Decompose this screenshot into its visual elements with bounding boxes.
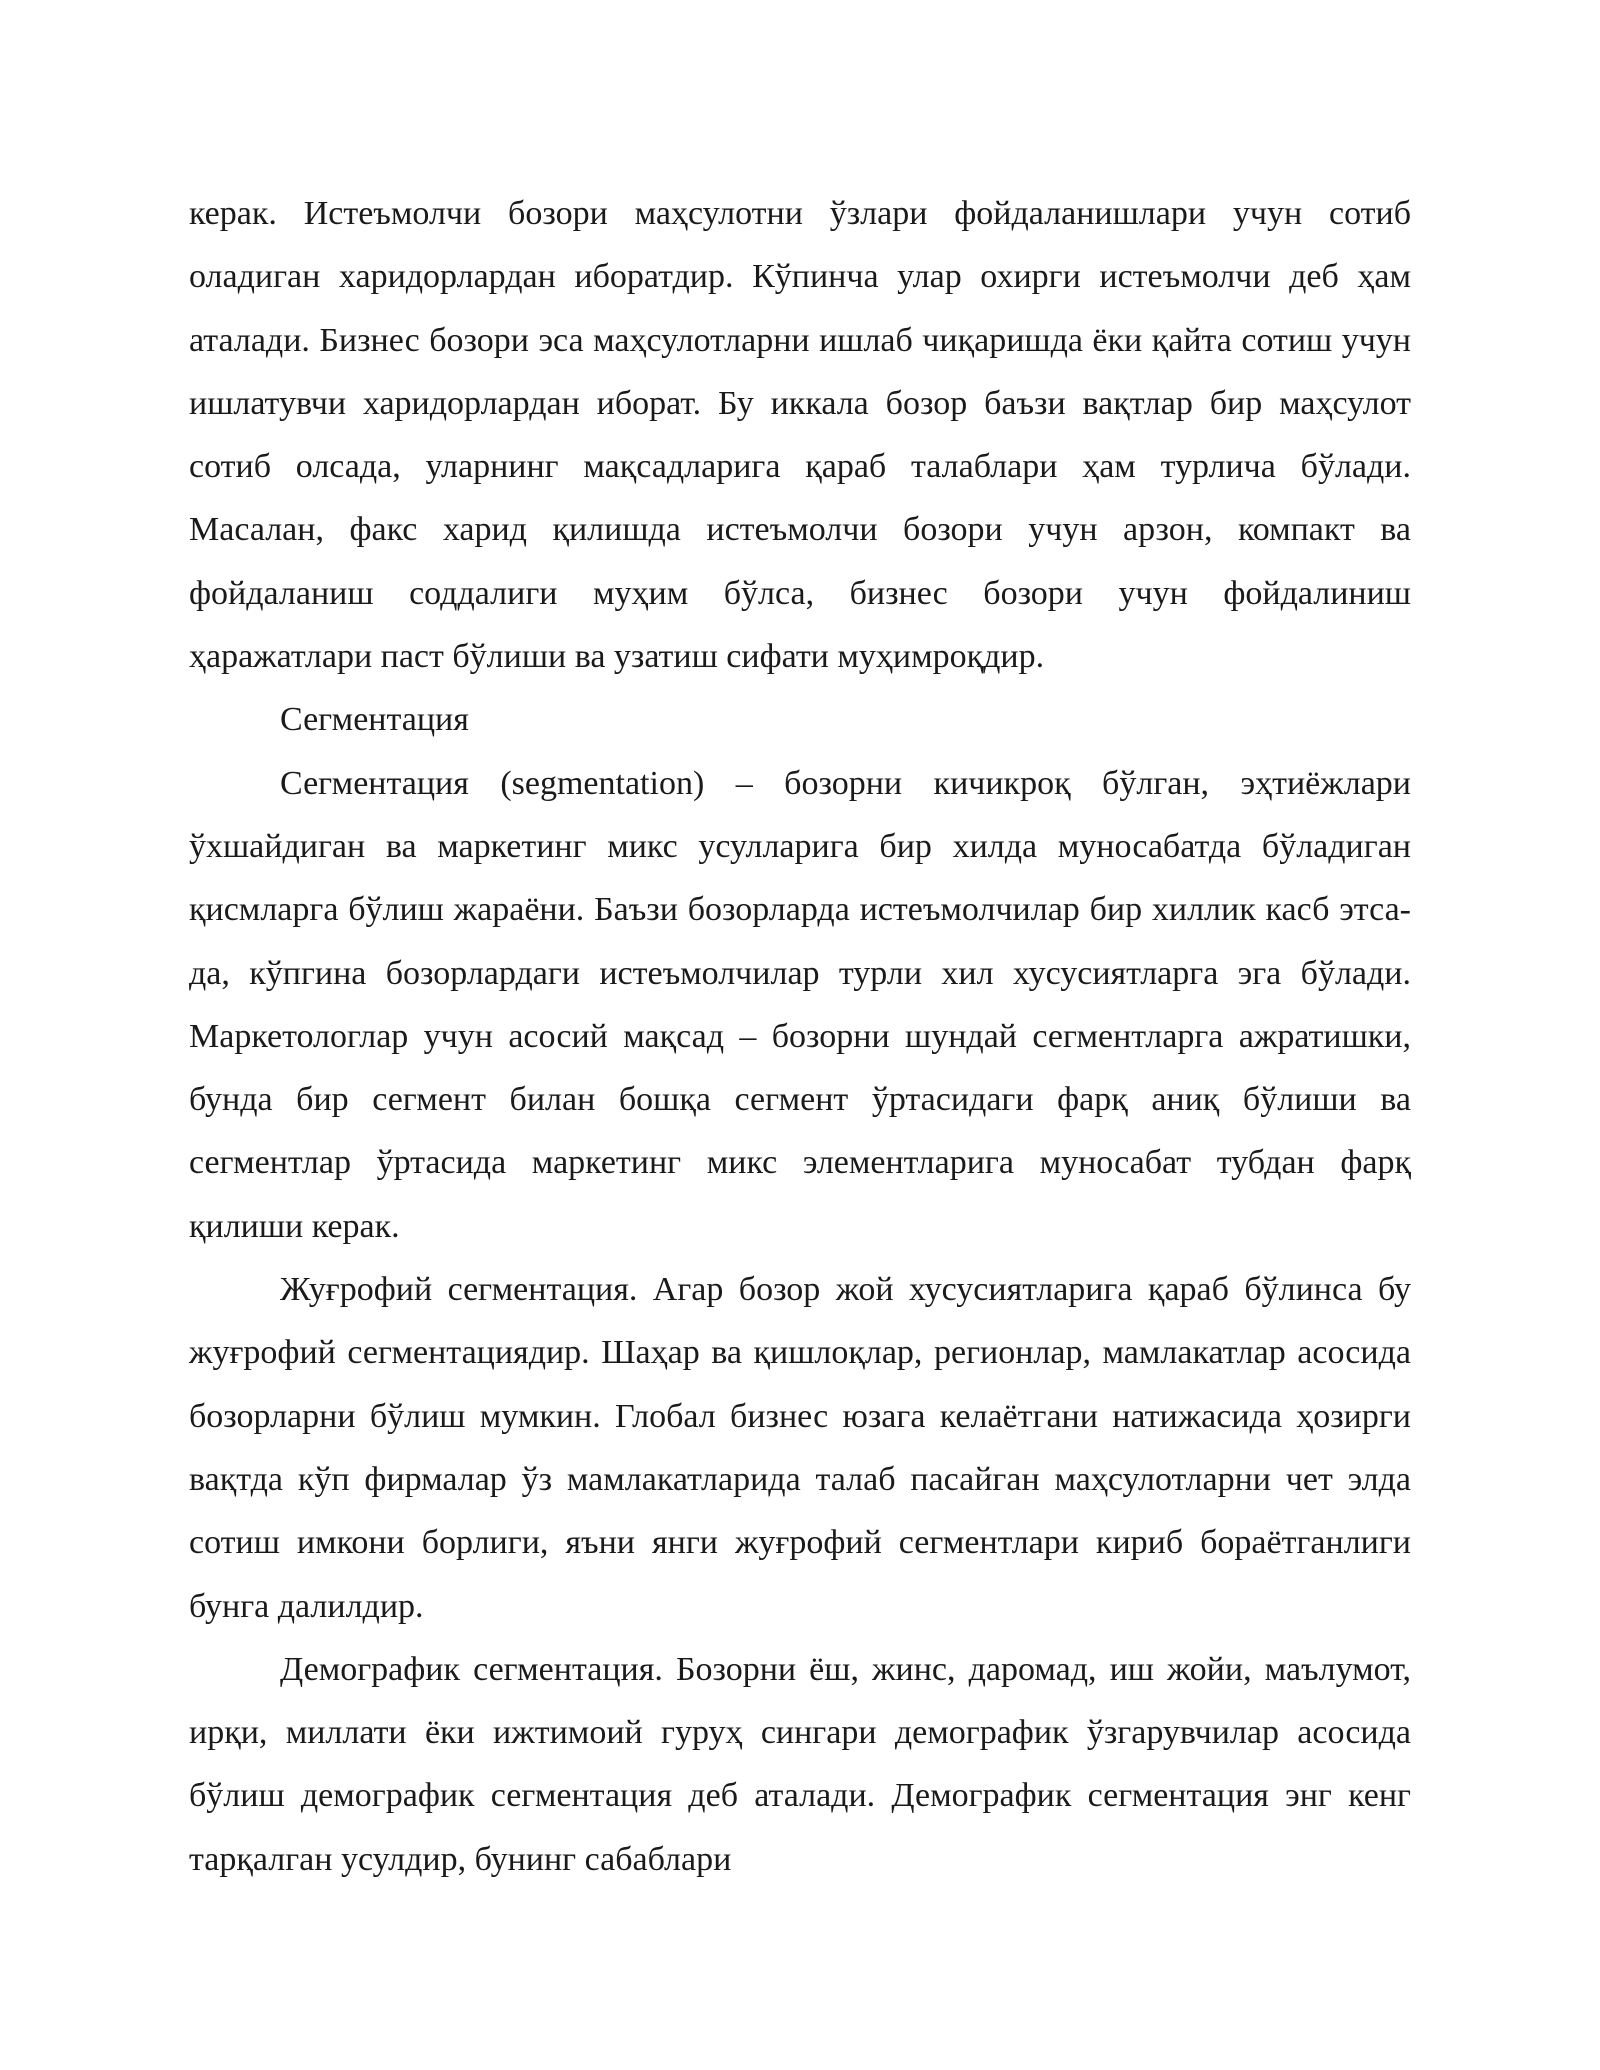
paragraph-consumer-business-markets: керак. Истеъмолчи бозори маҳсулотни ўзлари фойдаланишлари учун сотиб оладиган харидорлардан иборатдир. Кўпинча улар охирги истеъмолчи деб ҳам аталади. Бизнес бозори эса маҳсулотларни ишлаб чиқаришда ёки қайта сотиш учун ишлатувчи харидорлардан иборат. Бу иккала бозор баъзи вақтлар бир маҳсулот сотиб олсада, уларнинг мақсадларига қараб талаблари ҳам турлича бўлади. Масалан, факс харид қилишда истеъмолчи бозори учун арзон, компакт ва фойдаланиш соддалиги муҳим бўлса, бизнес бозори учун фойдалиниш ҳаражатлари паст бўлиши ва узатиш сифати муҳимроқдир. bbox=[189, 195, 1411, 676]
document-page bbox=[189, 182, 1411, 1891]
section-heading-segmentation: Сегментация bbox=[280, 701, 469, 739]
paragraph-geographic-segmentation: Жуғрофий сегментация. Агар бозор жой хусусиятларига қараб бўлинса бу жуғрофий сегментациядир. Шаҳар ва қишлоқлар, регионлар, мамлакатлар асосида бозорларни бўлиш мумкин. Глобал бизнес юзага келаётгани натижасида ҳозирги вақтда кўп фирмалар ўз мамлакатларида талаб пасайган маҳсулотларни чет элда сотиш имкони борлиги, яъни янги жуғрофий сегментлари кириб бораётганлиги бунга далилдир. bbox=[189, 1271, 1411, 1625]
paragraph-segmentation-definition: Сегментация (segmentation) – бозорни кичикроқ бўлган, эҳтиёжлари ўхшайдиган ва маркетинг микс усулларига бир хилда муносабатда бўладиган қисмларга бўлиш жараёни. Баъзи бозорларда истеъмолчилар бир хиллик касб этса-да, кўпгина бозорлардаги истеъмолчилар турли хил хусусиятларга эга бўлади. Маркетологлар учун асосий мақсад – бозорни шундай сегментларга ажратишки, бунда бир сегмент билан бошқа сегмент ўртасидаги фарқ аниқ бўлиши ва сегментлар ўртасида маркетинг микс элементларига муносабат тубдан фарқ қилиши керак. bbox=[189, 764, 1411, 1245]
paragraph-demographic-segmentation: Демографик сегментация. Бозорни ёш, жинс, даромад, иш жойи, маълумот, ирқи, миллати ёки ижтимоий гуруҳ сингари демографик ўзгарувчилар асосида бўлиш демографик сегментация деб аталади. Демографик сегментация энг кенг тарқалган усулдир, бунинг сабаблари bbox=[189, 1650, 1411, 1878]
